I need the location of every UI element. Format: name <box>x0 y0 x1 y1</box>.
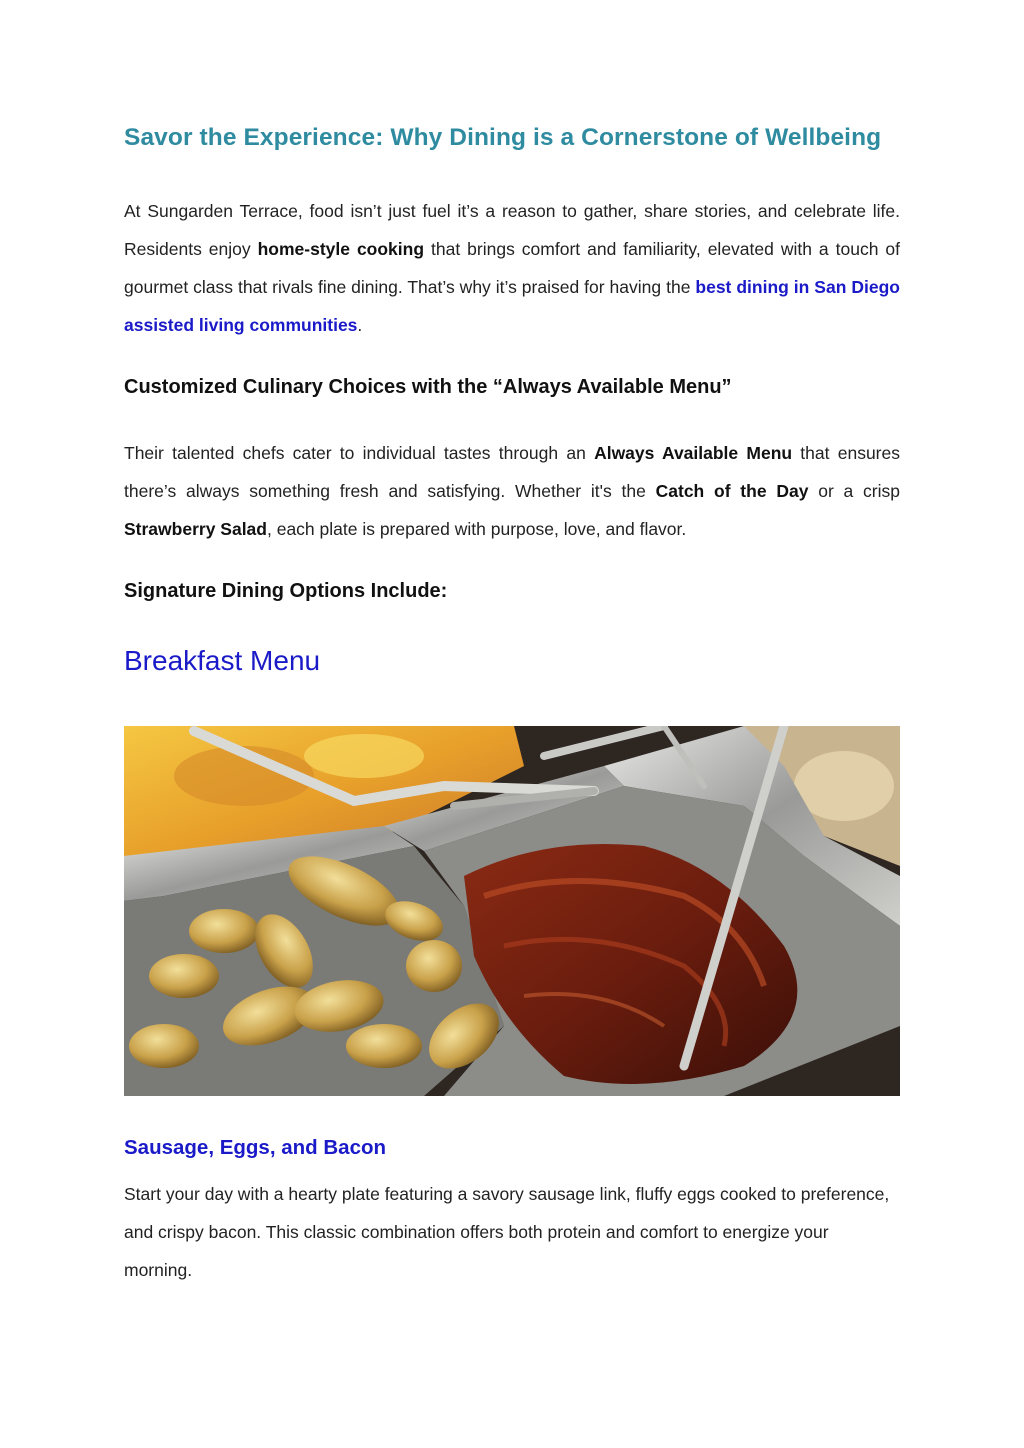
culinary-text-1: Their talented chefs cater to individual tastes through an <box>124 443 595 463</box>
culinary-text-3: or a crisp <box>808 481 900 501</box>
item-heading-sausage-eggs-bacon: Sausage, Eggs, and Bacon <box>124 1136 387 1159</box>
culinary-text-4: , each plate is prepared with purpose, love, and flavor. <box>266 519 687 539</box>
intro-text-1: At Sungarden Terrace, food isn’t just fuel it’s a reason to gather, share stories, and celebrate life. Residents enjoy <box>124 201 900 259</box>
intro-paragraph <box>124 192 900 344</box>
culinary-paragraph <box>124 434 900 548</box>
culinary-bold-salad: Strawberry Salad <box>124 519 267 539</box>
culinary-bold-menu: Always Available Menu <box>594 443 793 463</box>
intro-bold-home-style: home-style cooking <box>257 239 425 259</box>
item-description: Start your day with a hearty plate featuring a savory sausage link, fluffy eggs cooked to preference, and crispy bacon. This classic combination offers both protein and comfort to energize your morning. <box>124 1184 890 1280</box>
culinary-text-2: that ensures there’s always something fresh and satisfying. Whether it's the <box>124 443 900 501</box>
breakfast-heading: Breakfast Menu <box>124 645 321 676</box>
culinary-bold-catch: Catch of the Day <box>655 481 809 501</box>
breakfast-photo <box>124 726 900 1096</box>
signature-heading: Signature Dining Options Include: <box>124 580 448 602</box>
intro-text-3: . <box>357 315 363 335</box>
breakfast-buffet-image <box>124 726 900 1096</box>
intro-text-2: that brings comfort and familiarity, elevated with a touch of gourmet class that rivals fine dining. That’s why it’s praised for having the <box>124 239 900 297</box>
section-heading-culinary: Customized Culinary Choices with the “Always Available Menu” <box>124 376 732 398</box>
page-title: Savor the Experience: Why Dining is a Cornerstone of Wellbeing <box>124 124 882 151</box>
best-dining-link[interactable]: best dining in San Diego assisted living communities <box>124 277 900 335</box>
